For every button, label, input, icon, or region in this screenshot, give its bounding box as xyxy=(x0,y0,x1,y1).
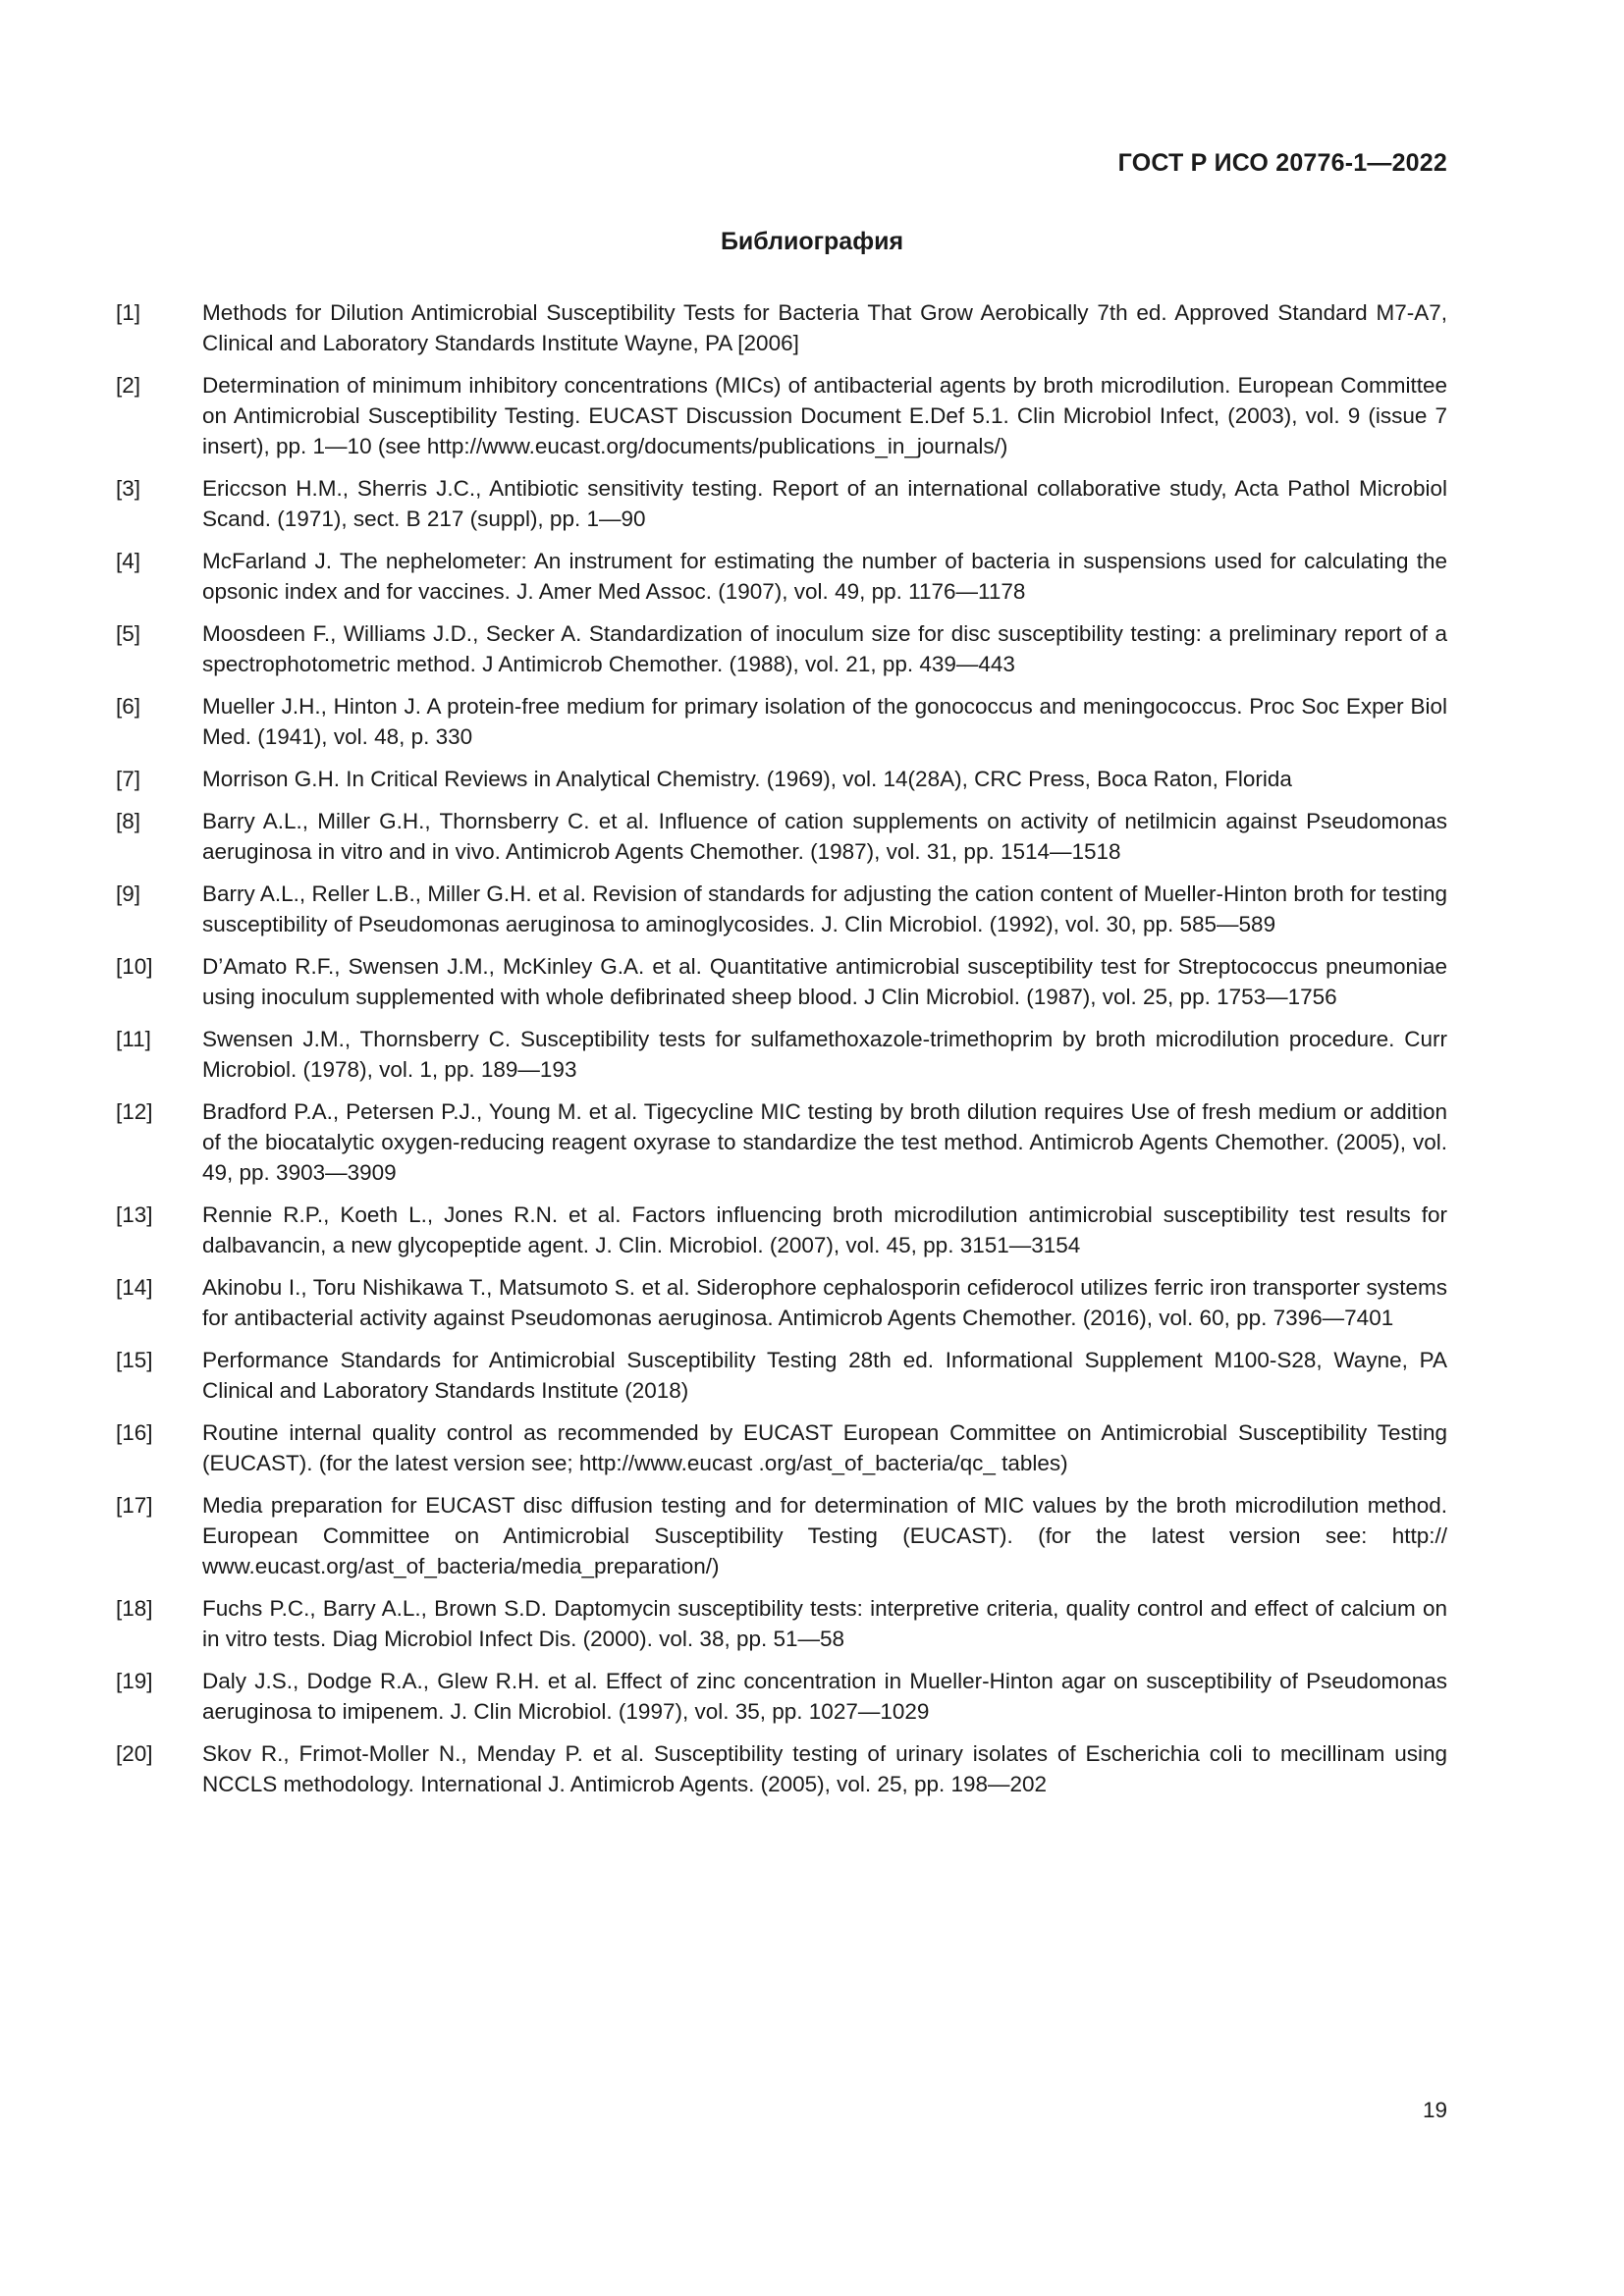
reference-number: [15] xyxy=(116,1348,153,1372)
reference-number: [1] xyxy=(116,300,141,325)
reference-text: Barry A.L., Reller L.B., Miller G.H. et al. Revision of standards for adjusting the cation content of Mueller-Hinton broth for testing susceptibility of Pseudomonas aeruginosa to aminoglycosides. J. Clin Microbiol. (1992), vol. 30, pp. 585—589 xyxy=(202,881,1447,936)
reference-item xyxy=(116,951,1447,1012)
reference-number: [19] xyxy=(116,1669,153,1693)
bibliography-title: Библиография xyxy=(720,228,904,255)
reference-text: Ericcson H.M., Sherris J.C., Antibiotic sensitivity testing. Report of an international collaborative study, Acta Pathol Microbiol Scand. (1971), sect. B 217 (suppl), pp. 1—90 xyxy=(202,476,1447,531)
reference-item xyxy=(116,1200,1447,1260)
reference-text: Determination of minimum inhibitory concentrations (MICs) of antibacterial agents by broth microdilution. European Committee on Antimicrobial Susceptibility Testing. EUCAST Discussion Document E.Def 5.1. Clin Microbiol Infect, (2003), vol. 9 (issue 7 insert), pp. 1—10 (see http://www.eucast.org/documents/publications_in_journals/) xyxy=(202,373,1447,458)
reference-number: [10] xyxy=(116,954,153,979)
reference-text: Media preparation for EUCAST disc diffusion testing and for determination of MIC values by the broth microdilution method. European Committee on Antimicrobial Susceptibility Testing (EUCAST). (for the latest version see: http:// www.eucast.org/ast_of_bacteria/media_preparation/) xyxy=(202,1493,1447,1578)
reference-number: [17] xyxy=(116,1493,153,1518)
reference-text: Fuchs P.C., Barry A.L., Brown S.D. Daptomycin susceptibility tests: interpretive criteria, quality control and effect of calcium on in vitro tests. Diag Microbiol Infect Dis. (2000). vol. 38, pp. 51—58 xyxy=(202,1596,1447,1651)
reference-item xyxy=(116,1096,1447,1188)
reference-text: Rennie R.P., Koeth L., Jones R.N. et al. Factors influencing broth microdilution antimicrobial susceptibility test results for dalbavancin, a new glycopeptide agent. J. Clin. Microbiol. (2007), vol. 45, pp. 3151—3154 xyxy=(202,1202,1447,1257)
document-code: ГОСТ Р ИСО 20776-1—2022 xyxy=(1117,149,1447,177)
reference-text: Morrison G.H. In Critical Reviews in Analytical Chemistry. (1969), vol. 14(28A), CRC Press, Boca Raton, Florida xyxy=(202,767,1292,791)
reference-item xyxy=(116,1024,1447,1085)
reference-number: [12] xyxy=(116,1099,153,1124)
reference-item xyxy=(116,1417,1447,1478)
reference-list xyxy=(116,297,1447,1811)
reference-number: [18] xyxy=(116,1596,153,1621)
reference-text: Skov R., Frimot-Moller N., Menday P. et al. Susceptibility testing of urinary isolates of Escherichia coli to mecillinam using NCCLS methodology. International J. Antimicrob Agents. (2005), vol. 25, pp. 198—202 xyxy=(202,1741,1447,1796)
reference-number: [6] xyxy=(116,694,141,719)
reference-item xyxy=(116,546,1447,607)
page-number: 19 xyxy=(1422,2098,1447,2122)
reference-text: Performance Standards for Antimicrobial Susceptibility Testing 28th ed. Informational Supplement M100-S28, Wayne, PA Clinical and Laboratory Standards Institute (2018) xyxy=(202,1348,1447,1403)
reference-number: [5] xyxy=(116,621,141,646)
reference-number: [14] xyxy=(116,1275,153,1300)
reference-item xyxy=(116,473,1447,534)
reference-item xyxy=(116,1345,1447,1406)
reference-text: Moosdeen F., Williams J.D., Secker A. Standardization of inoculum size for disc susceptibility testing: a preliminary report of a spectrophotometric method. J Antimicrob Chemother. (1988), vol. 21, pp. 439—443 xyxy=(202,621,1447,676)
reference-item xyxy=(116,806,1447,867)
reference-item xyxy=(116,764,1447,794)
reference-number: [20] xyxy=(116,1741,153,1766)
reference-item xyxy=(116,1666,1447,1727)
reference-text: Akinobu I., Toru Nishikawa T., Matsumoto S. et al. Siderophore cephalosporin cefiderocol utilizes ferric iron transporter systems for antibacterial activity against Pseudomonas aeruginosa. Antimicrob Agents Chemother. (2016), vol. 60, pp. 7396—7401 xyxy=(202,1275,1447,1330)
reference-item xyxy=(116,370,1447,461)
reference-number: [2] xyxy=(116,373,141,398)
reference-text: McFarland J. The nephelometer: An instrument for estimating the number of bacteria in suspensions used for calculating the opsonic index and for vaccines. J. Amer Med Assoc. (1907), vol. 49, pp. 1176—1178 xyxy=(202,549,1447,604)
reference-text: Barry A.L., Miller G.H., Thornsberry C. et al. Influence of cation supplements on activity of netilmicin against Pseudomonas aeruginosa in vitro and in vivo. Antimicrob Agents Chemother. (1987), vol. 31, pp. 1514—1518 xyxy=(202,809,1447,864)
reference-number: [3] xyxy=(116,476,141,501)
reference-number: [9] xyxy=(116,881,141,906)
reference-text: Mueller J.H., Hinton J. A protein-free medium for primary isolation of the gonococcus and meningococcus. Proc Soc Exper Biol Med. (1941), vol. 48, p. 330 xyxy=(202,694,1447,749)
reference-number: [7] xyxy=(116,767,141,791)
reference-text: Routine internal quality control as recommended by EUCAST European Committee on Antimicrobial Susceptibility Testing (EUCAST). (for the latest version see; http://www.eucast .org/ast_of_bacteria/qc_ tables) xyxy=(202,1420,1447,1475)
reference-text: D’Amato R.F., Swensen J.M., McKinley G.A. et al. Quantitative antimicrobial susceptibility test for Streptococcus pneumoniae using inoculum supplemented with whole defibrinated sheep blood. J Clin Microbiol. (1987), vol. 25, pp. 1753—1756 xyxy=(202,954,1447,1009)
reference-text: Swensen J.M., Thornsberry C. Susceptibility tests for sulfamethoxazole-trimethoprim by broth microdilution procedure. Curr Microbiol. (1978), vol. 1, pp. 189—193 xyxy=(202,1027,1447,1082)
reference-text: Bradford P.A., Petersen P.J., Young M. et al. Tigecycline MIC testing by broth dilution requires Use of fresh medium or addition of the biocatalytic oxygen-reducing reagent oxyrase to standardize the test method. Antimicrob Agents Chemother. (2005), vol. 49, pp. 3903—3909 xyxy=(202,1099,1447,1185)
reference-number: [8] xyxy=(116,809,141,833)
reference-item xyxy=(116,1490,1447,1581)
reference-number: [16] xyxy=(116,1420,153,1445)
reference-item xyxy=(116,879,1447,939)
reference-item xyxy=(116,1593,1447,1654)
reference-number: [13] xyxy=(116,1202,153,1227)
reference-item xyxy=(116,297,1447,358)
reference-number: [11] xyxy=(116,1027,151,1051)
reference-item xyxy=(116,618,1447,679)
reference-text: Daly J.S., Dodge R.A., Glew R.H. et al. Effect of zinc concentration in Mueller-Hinton agar on susceptibility of Pseudomonas aeruginosa to imipenem. J. Clin Microbiol. (1997), vol. 35, pp. 1027—1029 xyxy=(202,1669,1447,1724)
reference-text: Methods for Dilution Antimicrobial Susceptibility Tests for Bacteria That Grow Aerobically 7th ed. Approved Standard M7-A7, Clinical and Laboratory Standards Institute Wayne, PA [2006] xyxy=(202,300,1447,355)
reference-item xyxy=(116,1272,1447,1333)
reference-item xyxy=(116,1738,1447,1799)
reference-number: [4] xyxy=(116,549,141,573)
reference-item xyxy=(116,691,1447,752)
